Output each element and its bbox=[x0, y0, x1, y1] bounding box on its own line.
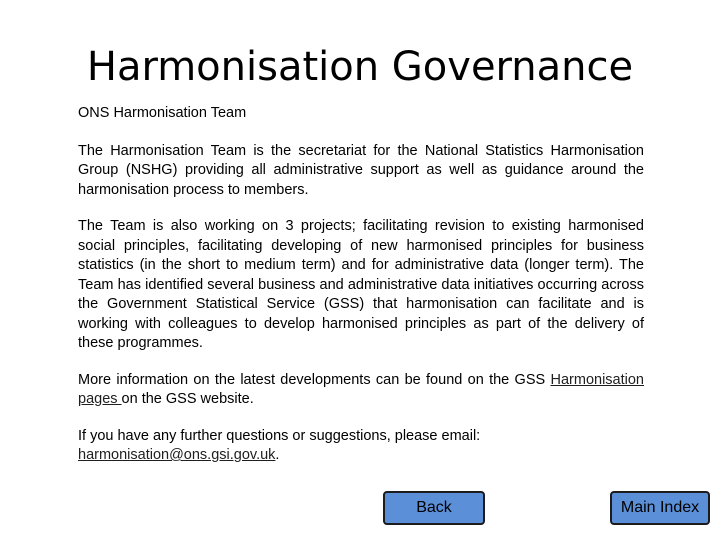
contact-text: If you have any further questions or suggestions, please email: bbox=[78, 427, 481, 444]
paragraph-secretariat: The Harmonisation Team is the secretariat for the National Statistics Harmonisation Group (NSHG) providing all administrative support as well as guidance around the harmonisation process to members. bbox=[78, 142, 644, 198]
harmonisation-pages-link[interactable]: Harmonisation pages bbox=[78, 371, 644, 407]
email-link[interactable]: harmonisation@ons.gsi.gov.uk bbox=[78, 447, 276, 463]
content-body bbox=[78, 104, 644, 483]
main-index-button[interactable]: Main Index bbox=[610, 491, 710, 525]
back-button[interactable]: Back bbox=[383, 491, 485, 525]
section-subheading: ONS Harmonisation Team bbox=[78, 105, 247, 121]
more-info-suffix: on the GSS website. bbox=[121, 391, 254, 407]
paragraph-contact bbox=[78, 427, 644, 466]
paragraph-more-info bbox=[78, 371, 644, 410]
page-title: Harmonisation Governance bbox=[86, 44, 634, 90]
contact-suffix: . bbox=[275, 447, 280, 463]
paragraph-projects: The Team is also working on 3 projects; facilitating revision to existing harmonised social principles, facilitating developing of new harmonised principles for business statistics (in the short to medium term) and for administrative data (longer term). The Team has identified several business and administrative data initiatives occurring across the Government Statistical Service (GSS) that harmonisation can facilitate and is working with colleagues to develop harmonised principles as part of the delivery of these programmes. bbox=[78, 218, 644, 351]
more-info-text: More information on the latest developments can be found on the GSS bbox=[78, 371, 551, 388]
